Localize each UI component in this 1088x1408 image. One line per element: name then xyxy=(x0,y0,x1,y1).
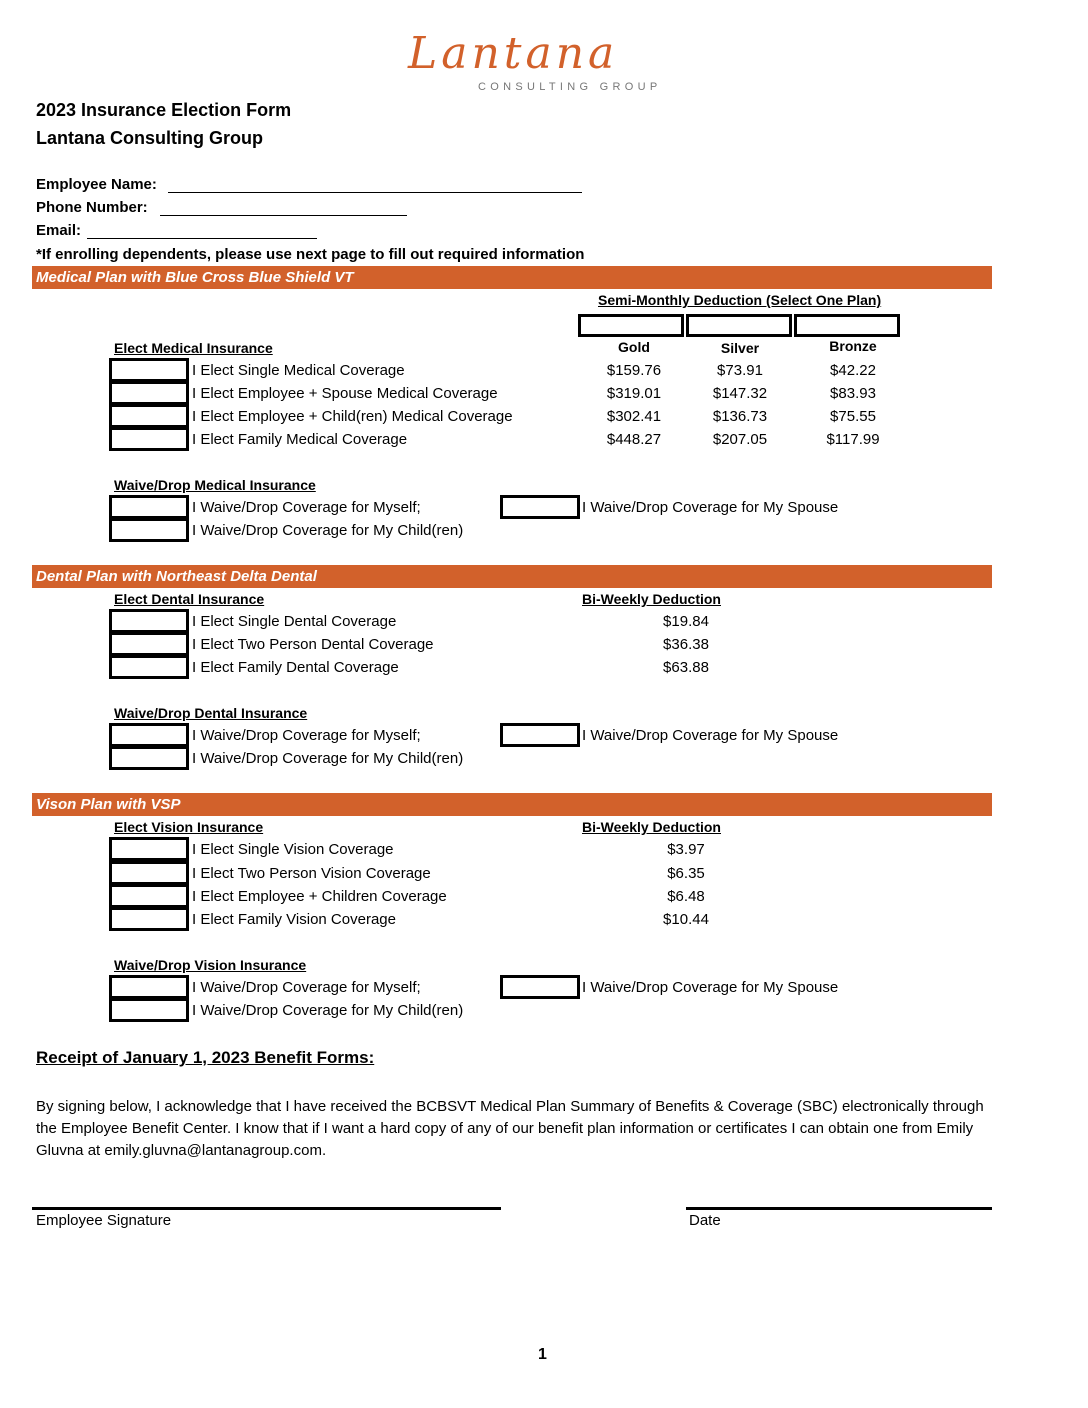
vision-price: $10.44 xyxy=(663,911,709,928)
elect-dental-header: Elect Dental Insurance xyxy=(114,591,265,607)
dental-plan-band: Dental Plan with Northeast Delta Dental xyxy=(32,565,992,588)
medical-option-label: I Elect Family Medical Coverage xyxy=(192,431,408,448)
medical-price: $448.27 xyxy=(606,431,662,448)
signature-line[interactable] xyxy=(32,1207,501,1210)
vision-price: $3.97 xyxy=(667,841,705,858)
vision-price: $6.48 xyxy=(667,888,705,905)
medical-price: $302.41 xyxy=(606,408,662,425)
waive-dental-self-label: I Waive/Drop Coverage for Myself; xyxy=(192,727,421,744)
medical-price: $159.76 xyxy=(606,362,662,379)
waive-dental-self-checkbox[interactable] xyxy=(109,723,189,747)
waive-medical-children-checkbox[interactable] xyxy=(109,518,189,542)
elect-vision-header: Elect Vision Insurance xyxy=(114,819,264,835)
medical-option-checkbox[interactable] xyxy=(109,404,189,428)
company-name: Lantana Consulting Group xyxy=(36,128,263,148)
date-label: Date xyxy=(689,1212,721,1229)
medical-option-label: I Elect Single Medical Coverage xyxy=(192,362,405,379)
elect-medical-header: Elect Medical Insurance xyxy=(114,340,273,356)
waive-vision-children-label: I Waive/Drop Coverage for My Child(ren) xyxy=(192,1002,464,1019)
waive-vision-header: Waive/Drop Vision Insurance xyxy=(114,957,307,973)
tier-bronze: Bronze xyxy=(829,338,877,354)
vision-option-label: I Elect Family Vision Coverage xyxy=(192,911,396,928)
dental-option-checkbox[interactable] xyxy=(109,655,189,679)
waive-vision-spouse-label: I Waive/Drop Coverage for My Spouse xyxy=(582,979,839,996)
dental-price: $36.38 xyxy=(663,636,709,653)
vision-option-checkbox[interactable] xyxy=(109,837,189,861)
dental-option-label: I Elect Single Dental Coverage xyxy=(192,613,397,630)
waive-dental-spouse-label: I Waive/Drop Coverage for My Spouse xyxy=(582,727,839,744)
dental-option-label: I Elect Two Person Dental Coverage xyxy=(192,636,434,653)
vision-plan-band: Vison Plan with VSP xyxy=(32,793,992,816)
tier-gold: Gold xyxy=(618,339,650,355)
waive-medical-spouse-checkbox[interactable] xyxy=(500,495,580,519)
waive-medical-header: Waive/Drop Medical Insurance xyxy=(114,477,316,493)
gold-plan-checkbox[interactable] xyxy=(578,314,684,337)
medical-deduction-header: Semi-Monthly Deduction (Select One Plan) xyxy=(598,292,882,308)
medical-price: $42.22 xyxy=(830,362,876,379)
medical-price: $147.32 xyxy=(712,385,768,402)
medical-plan-band: Medical Plan with Blue Cross Blue Shield VT xyxy=(32,266,992,289)
vision-option-label: I Elect Two Person Vision Coverage xyxy=(192,865,431,882)
tier-silver: Silver xyxy=(720,340,760,356)
email-label: Email: xyxy=(36,222,82,239)
waive-dental-children-checkbox[interactable] xyxy=(109,746,189,770)
vision-option-label: I Elect Single Vision Coverage xyxy=(192,841,394,858)
waive-vision-children-checkbox[interactable] xyxy=(109,998,189,1022)
receipt-heading: Receipt of January 1, 2023 Benefit Forms: xyxy=(36,1048,375,1067)
phone-number-field[interactable] xyxy=(160,215,407,216)
silver-plan-checkbox[interactable] xyxy=(686,314,792,337)
medical-price: $319.01 xyxy=(606,385,662,402)
signature-label: Employee Signature xyxy=(36,1212,172,1229)
waive-dental-header: Waive/Drop Dental Insurance xyxy=(114,705,308,721)
receipt-acknowledgement: By signing below, I acknowledge that I have received the BCBSVT Medical Plan Summary of Benefits & Coverage (SBC) electronically through the Employee Benefit Center. I know that if I want a hard copy of any of our benefit plan information or certificates I can obtain one from Emily Gluvna at emily.gluvna@lantanagroup.com. xyxy=(36,1098,984,1159)
employee-name-field[interactable] xyxy=(168,192,582,193)
dental-option-label: I Elect Family Dental Coverage xyxy=(192,659,399,676)
waive-vision-self-checkbox[interactable] xyxy=(109,975,189,999)
waive-medical-self-label: I Waive/Drop Coverage for Myself; xyxy=(192,499,421,516)
waive-vision-spouse-checkbox[interactable] xyxy=(500,975,580,999)
medical-price: $83.93 xyxy=(830,385,876,402)
dental-option-checkbox[interactable] xyxy=(109,632,189,656)
employee-name-label: Employee Name: xyxy=(36,176,157,193)
company-logo-subtitle: CONSULTING GROUP xyxy=(478,81,662,93)
dental-option-checkbox[interactable] xyxy=(109,609,189,633)
dependents-note: *If enrolling dependents, please use next page to fill out required information xyxy=(36,246,585,263)
medical-price: $73.91 xyxy=(717,362,763,379)
medical-price: $136.73 xyxy=(712,408,768,425)
dental-price: $63.88 xyxy=(663,659,709,676)
medical-price: $207.05 xyxy=(712,431,768,448)
company-logo: Lantana xyxy=(408,28,619,79)
waive-medical-spouse-label: I Waive/Drop Coverage for My Spouse xyxy=(582,499,839,516)
vision-option-label: I Elect Employee + Children Coverage xyxy=(192,888,447,905)
waive-dental-children-label: I Waive/Drop Coverage for My Child(ren) xyxy=(192,750,464,767)
vision-option-checkbox[interactable] xyxy=(109,861,189,885)
vision-deduction-header: Bi-Weekly Deduction xyxy=(582,819,721,835)
waive-dental-spouse-checkbox[interactable] xyxy=(500,723,580,747)
vision-option-checkbox[interactable] xyxy=(109,884,189,908)
phone-number-label: Phone Number: xyxy=(36,199,148,216)
waive-medical-self-checkbox[interactable] xyxy=(109,495,189,519)
waive-vision-self-label: I Waive/Drop Coverage for Myself; xyxy=(192,979,421,996)
dental-deduction-header: Bi-Weekly Deduction xyxy=(582,591,721,607)
medical-option-checkbox[interactable] xyxy=(109,381,189,405)
bronze-plan-checkbox[interactable] xyxy=(794,314,900,337)
medical-price: $75.55 xyxy=(830,408,876,425)
waive-medical-children-label: I Waive/Drop Coverage for My Child(ren) xyxy=(192,522,464,539)
medical-option-checkbox[interactable] xyxy=(109,427,189,451)
medical-option-checkbox[interactable] xyxy=(109,358,189,382)
date-line[interactable] xyxy=(686,1207,992,1210)
page-number: 1 xyxy=(538,1346,547,1363)
dental-price: $19.84 xyxy=(663,613,709,630)
email-field[interactable] xyxy=(87,238,317,239)
medical-price: $117.99 xyxy=(826,431,880,448)
form-title: 2023 Insurance Election Form xyxy=(36,100,292,120)
vision-option-checkbox[interactable] xyxy=(109,907,189,931)
vision-price: $6.35 xyxy=(667,865,705,882)
medical-option-label: I Elect Employee + Child(ren) Medical Coverage xyxy=(192,408,513,425)
medical-option-label: I Elect Employee + Spouse Medical Coverage xyxy=(192,385,498,402)
